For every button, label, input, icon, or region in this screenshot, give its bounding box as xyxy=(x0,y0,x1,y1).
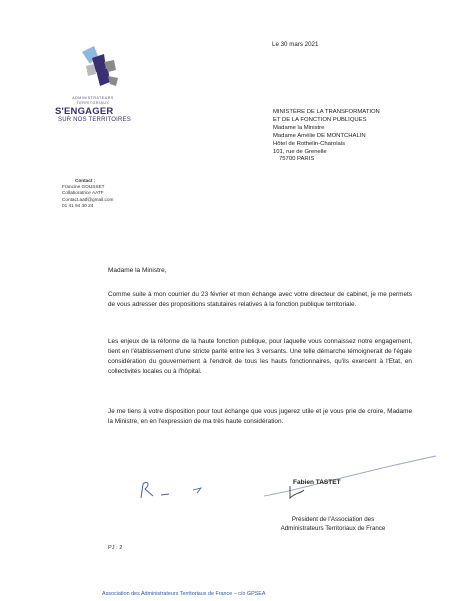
logo-org-line2: TERRITORIAUX xyxy=(76,100,110,105)
contact-email: Contact.aatf@gmail.com xyxy=(62,196,114,202)
recipient-line: 75700 PARIS xyxy=(279,156,315,163)
contact-block xyxy=(62,178,113,209)
body-paragraph: Je me tiens à votre disposition pour tout échange que vous jugerez utile et je vous prie de croire, Madame la Ministre, en en l'expression de ma très haute considération. xyxy=(108,408,412,425)
signer-title xyxy=(258,515,408,533)
recipient-line: Hôtel de Rothelin-Charolais xyxy=(273,140,346,147)
attachments-count: PJ : 2 xyxy=(108,545,123,551)
contact-label: Contact : xyxy=(75,178,96,183)
recipient-address xyxy=(273,109,380,164)
contact-line: Collaboratrice AATF xyxy=(62,190,104,196)
association-logo xyxy=(60,42,130,92)
signature-swoosh xyxy=(260,452,440,502)
logo-slogan-sub: SUR NOS TERRITOIRES xyxy=(58,117,131,123)
handwritten-initial-stroke xyxy=(135,478,215,500)
body-paragraph: Comme suite à mon courrier du 23 février et mon échange avec votre directeur de cabinet, je me permets de vous adresser des propositions statutaires relatives à la fonction publique territoriale. xyxy=(108,291,412,308)
logo-slogan: S'ENGAGER xyxy=(55,106,114,117)
salutation: Madame la Ministre, xyxy=(108,267,167,274)
letter-date: Le 30 mars 2021 xyxy=(272,41,319,48)
logo-org-name xyxy=(58,96,128,105)
contact-line: Francine GOUSSET xyxy=(62,184,105,190)
recipient-line: ET DE LA FONCTION PUBLIQUES xyxy=(273,116,367,123)
recipient-line: Madame Amélie DE MONTCHALIN xyxy=(273,132,366,139)
signer-name: Fabien TASTET xyxy=(293,479,341,486)
recipient-line: Madame la Ministre xyxy=(273,124,325,131)
recipient-line: MINISTÈRE DE LA TRANSFORMATION xyxy=(273,109,380,115)
signer-title-line: Administrateurs Territoriaux de France xyxy=(280,525,386,532)
body-paragraph: Les enjeux de la réforme de la haute fonction publique, pour laquelle vous connaissez notre engagement, tient en l'établissement d'une stricte parité entre les 3 versants. Une telle démarche témoignerait de l'égale considération du gouvernement à l'endroit de tous les hauts fonctionnaires, qu'ils exercent à l'Etat, en collectivités locales ou à l'hôpital. xyxy=(108,338,412,375)
contact-phone: 01 41 94 30 24 xyxy=(62,202,94,208)
footer-address: Association des Administrateurs Territoriaux de France – c/o GPSEA xyxy=(102,591,266,597)
signer-title-line: Président de l'Association des xyxy=(291,516,375,523)
logo-org-line1: ADMINISTRATEURS xyxy=(72,96,114,100)
recipient-line: 101, rue de Grenelle xyxy=(273,148,327,155)
